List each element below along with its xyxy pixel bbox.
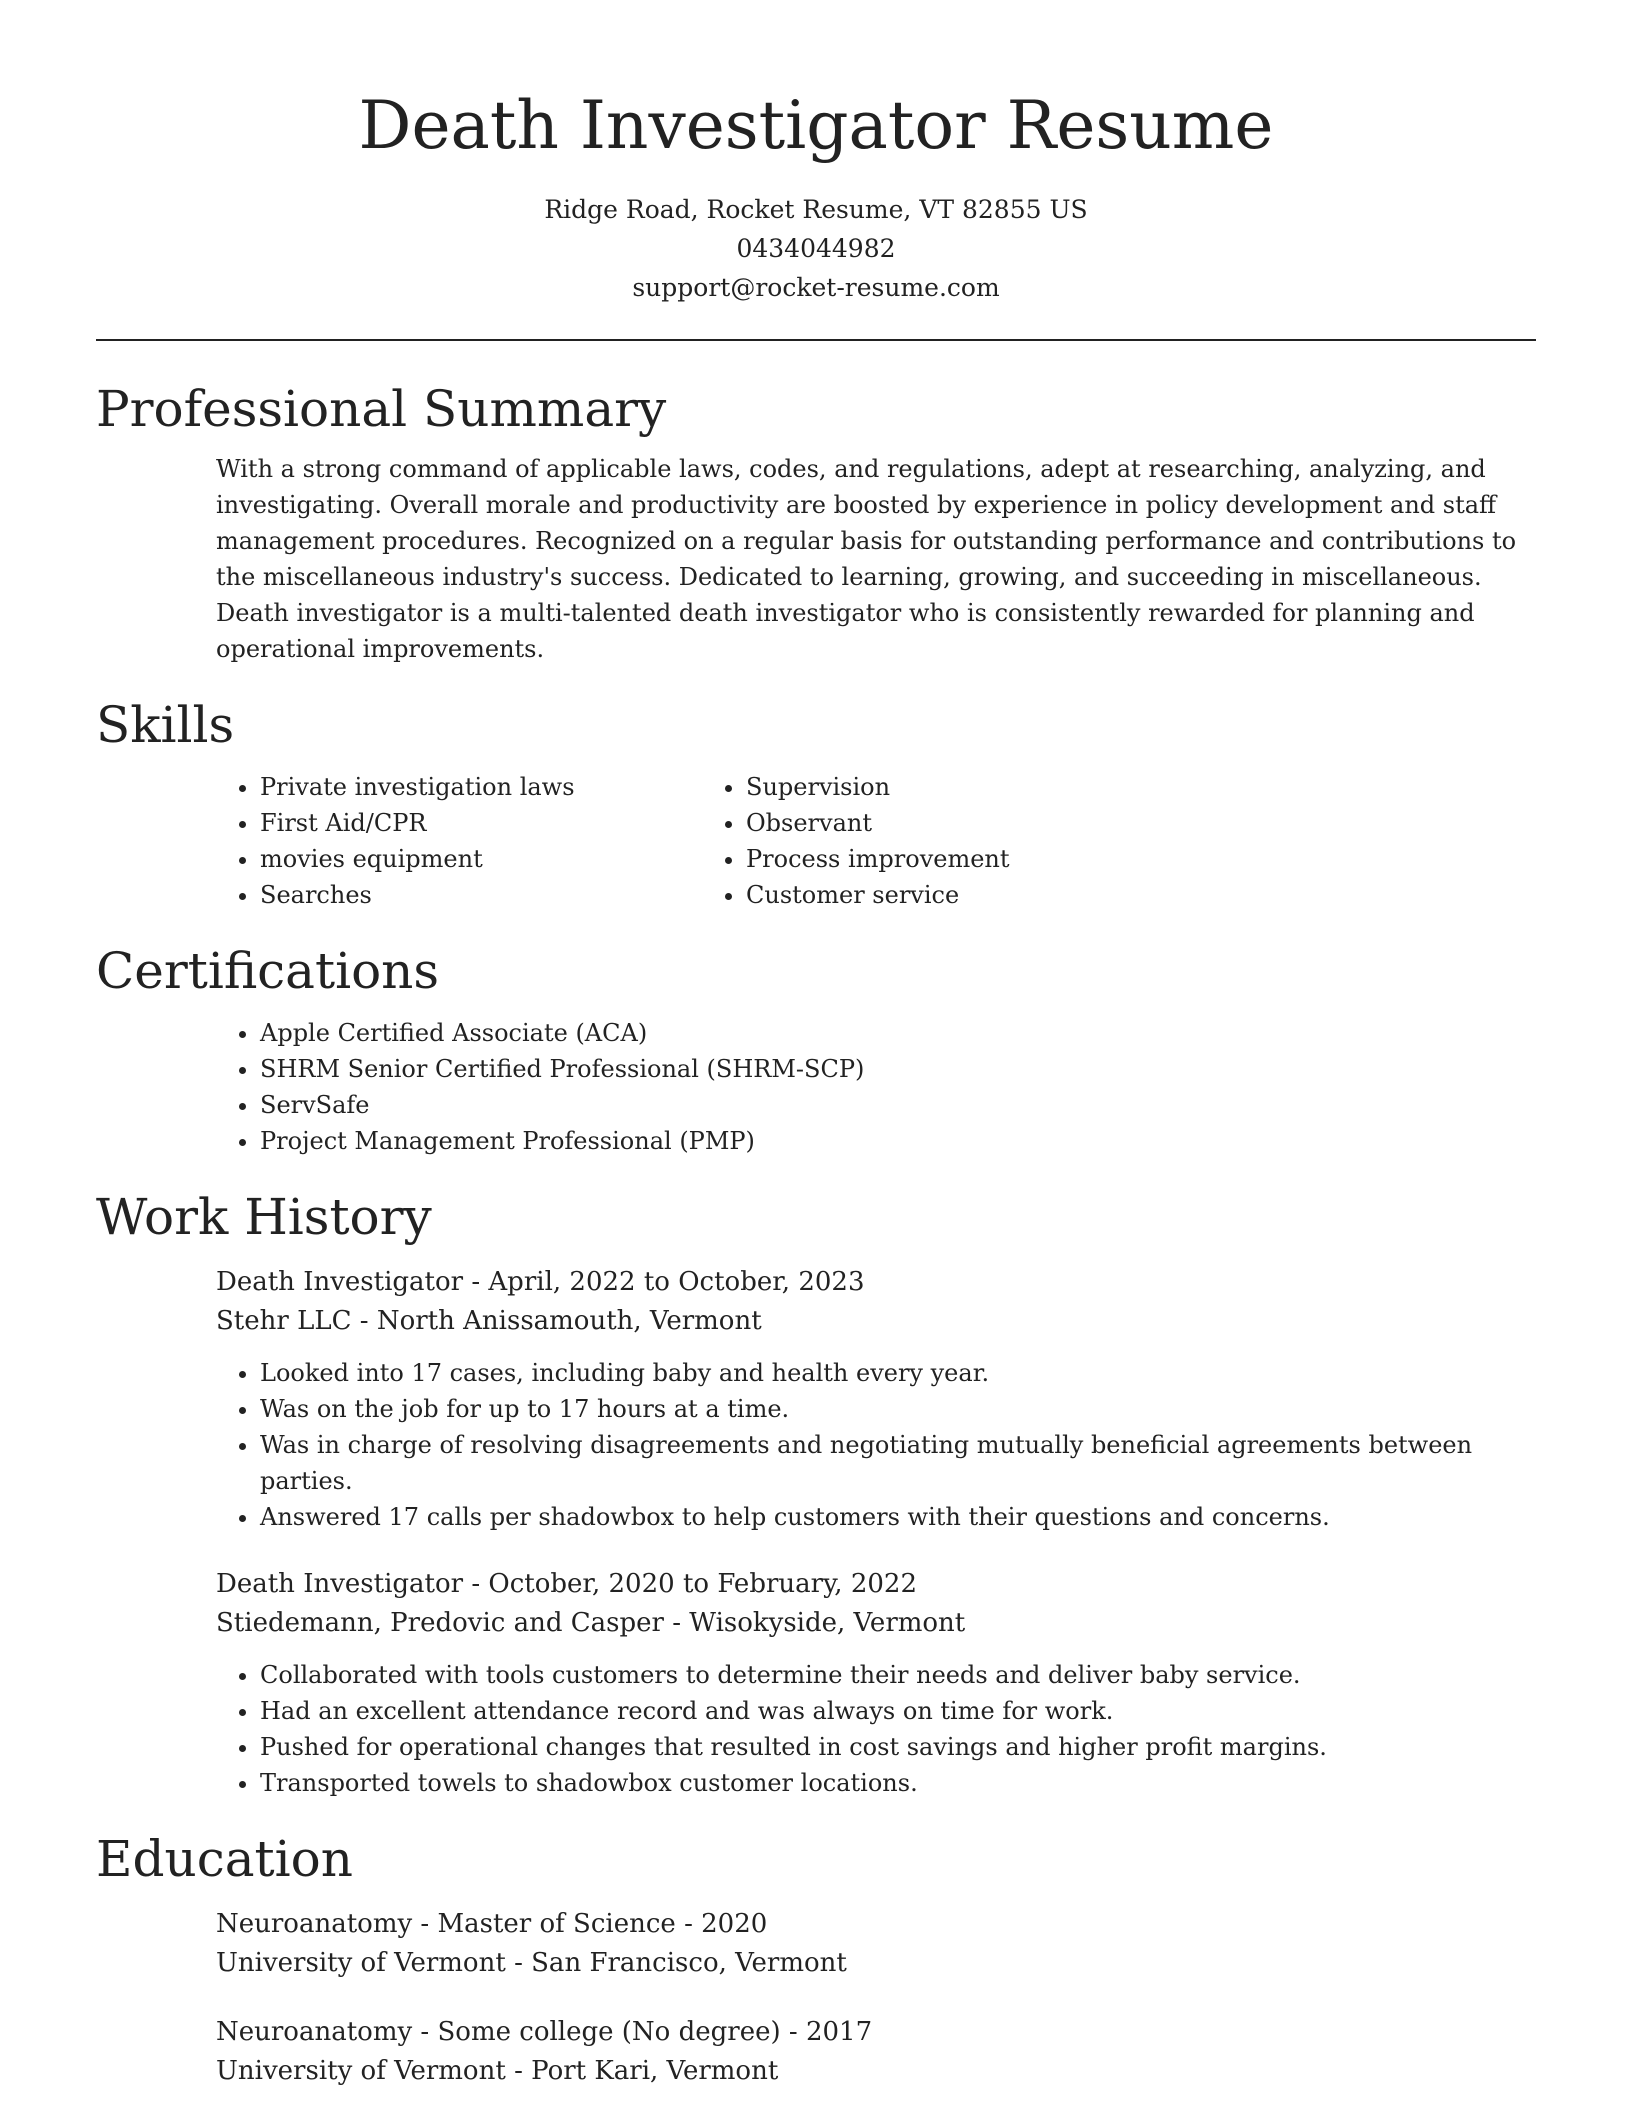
education-school-line — [216, 1944, 1536, 1983]
skill-item: • Customer service — [746, 877, 1010, 913]
job-bullet: • Looked into 17 cases, including baby and health every year. — [260, 1355, 1536, 1391]
education-field: Neuroanatomy — [216, 1909, 413, 1939]
education-degree: Some college (No degree) — [437, 2017, 781, 2047]
resume-header — [96, 0, 1536, 307]
header-divider — [96, 339, 1536, 341]
skills-column-left — [96, 769, 746, 913]
job-bullet: • Had an excellent attendance record and was always on time for work. — [260, 1693, 1536, 1729]
job-bullet: • Answered 17 calls per shadowbox to help customers with their questions and concerns. — [260, 1499, 1536, 1535]
education-degree-line — [216, 1905, 1536, 1944]
job-entry — [216, 1263, 1536, 1535]
skill-item: • First Aid/CPR — [260, 805, 746, 841]
education-school: University of Vermont — [216, 2056, 506, 2086]
separator: - — [672, 1608, 690, 1638]
certifications-section — [96, 939, 1536, 1159]
job-title-line — [216, 1263, 1536, 1302]
education-field: Neuroanatomy — [216, 2017, 413, 2047]
job-bullet: • Collaborated with tools customers to determine their needs and deliver baby service. — [260, 1657, 1536, 1693]
job-dates: April, 2022 to October, 2023 — [488, 1267, 865, 1297]
summary-section — [96, 377, 1536, 667]
contact-email: support@rocket-resume.com — [632, 273, 1000, 302]
resume-title: Death Investigator Resume — [358, 87, 1274, 164]
job-bullets — [216, 1657, 1536, 1801]
education-school: University of Vermont — [216, 1948, 506, 1978]
separator: - — [514, 1948, 532, 1978]
skill-item: • movies equipment — [260, 841, 746, 877]
separator: - — [471, 1267, 489, 1297]
resume-page — [96, 0, 1536, 2091]
skills-section — [96, 693, 1536, 913]
summary-text: With a strong command of applicable laws, codes, and regulations, adept at researching, analyzing, and investigating. Overall morale and productivity are boosted by experience in policy development and staff management procedures. Recognized on a regular basis for outstanding performance and contributions to the miscellaneous industry's success. Dedicated to learning, growing, and succeeding in miscellaneous. Death investigator is a multi-talented death investigator who is consistently rewarded for planning and operational improvements. — [216, 455, 1517, 663]
skill-item: • Searches — [260, 877, 746, 913]
skills-column-right — [746, 769, 1010, 913]
job-company: Stehr LLC — [216, 1306, 352, 1336]
job-bullet: • Was on the job for up to 17 hours at a time. — [260, 1391, 1536, 1427]
contact-phone: 0434044982 — [736, 234, 896, 263]
job-bullet: • Was in charge of resolving disagreements and negotiating mutually beneficial agreements between parties. — [260, 1427, 1536, 1499]
work-history-section — [96, 1185, 1536, 1801]
summary-heading: Professional Summary — [96, 380, 667, 438]
certifications-heading: Certifications — [96, 942, 440, 1000]
separator: - — [514, 2056, 532, 2086]
skill-item: • Private investigation laws — [260, 769, 746, 805]
job-bullet: • Pushed for operational changes that resulted in cost savings and higher profit margins. — [260, 1729, 1536, 1765]
contact-address: Ridge Road, Rocket Resume, VT 82855 US — [544, 195, 1088, 224]
job-dates: October, 2020 to February, 2022 — [488, 1569, 917, 1599]
education-school-line — [216, 2052, 1536, 2091]
skills-list — [96, 769, 1536, 913]
education-degree: Master of Science — [437, 1909, 676, 1939]
job-position: Death Investigator — [216, 1267, 464, 1297]
separator: - — [471, 1569, 489, 1599]
job-company-line — [216, 1302, 1536, 1341]
job-bullets — [216, 1355, 1536, 1535]
education-location: Port Kari, Vermont — [531, 2056, 779, 2086]
certification-item: • SHRM Senior Certified Professional (SHRM-SCP) — [260, 1051, 1536, 1087]
job-entry — [216, 1565, 1536, 1801]
separator: - — [788, 2017, 806, 2047]
education-location: San Francisco, Vermont — [531, 1948, 847, 1978]
separator: - — [359, 1306, 377, 1336]
certification-item: • Project Management Professional (PMP) — [260, 1123, 1536, 1159]
job-location: Wisokyside, Vermont — [689, 1608, 966, 1638]
education-year: 2020 — [701, 1909, 768, 1939]
education-degree-line — [216, 2013, 1536, 2052]
skill-item: • Supervision — [746, 769, 1010, 805]
job-title-line — [216, 1565, 1536, 1604]
skills-heading: Skills — [96, 696, 235, 754]
skill-item: • Observant — [746, 805, 1010, 841]
job-company-line — [216, 1604, 1536, 1643]
certification-item: • ServSafe — [260, 1087, 1536, 1123]
skill-item: • Process improvement — [746, 841, 1010, 877]
certifications-list — [96, 1015, 1536, 1159]
contact-info — [96, 190, 1536, 307]
work-history-heading: Work History — [96, 1188, 432, 1246]
education-year: 2017 — [805, 2017, 873, 2047]
certification-item: • Apple Certified Associate (ACA) — [260, 1015, 1536, 1051]
education-section — [96, 1827, 1536, 2091]
separator: - — [684, 1909, 702, 1939]
job-location: North Anissamouth, Vermont — [376, 1306, 762, 1336]
education-entry — [216, 2013, 1536, 2091]
separator: - — [420, 2017, 438, 2047]
job-company: Stiedemann, Predovic and Casper — [216, 1608, 664, 1638]
education-heading: Education — [96, 1830, 353, 1888]
education-entry — [216, 1905, 1536, 1983]
job-position: Death Investigator — [216, 1569, 464, 1599]
separator: - — [420, 1909, 438, 1939]
job-bullet: • Transported towels to shadowbox customer locations. — [260, 1765, 1536, 1801]
